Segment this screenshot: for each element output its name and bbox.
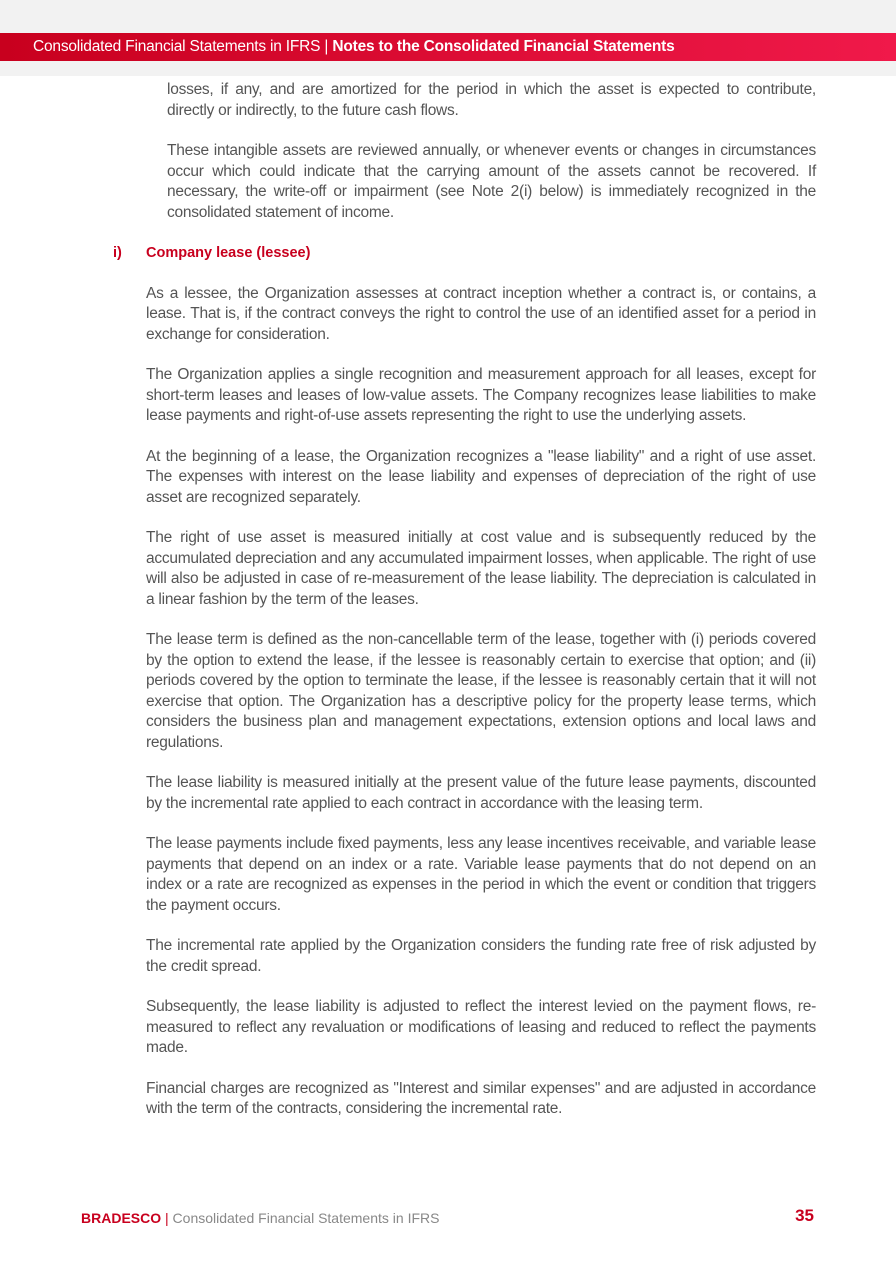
paragraph: At the beginning of a lease, the Organization recognizes a "lease liability" and a right of use asset. The expenses with interest on the lease liability and expenses of depreciation of the right of use asset are recognized separately. xyxy=(146,447,816,506)
page-body xyxy=(0,80,896,1140)
page-number: 35 xyxy=(795,1206,814,1225)
section-number: i) xyxy=(113,245,122,261)
header-section: Consolidated Financial Statements in IFRS xyxy=(33,38,321,55)
paragraph: Financial charges are recognized as "Interest and similar expenses" and are adjusted in accordance with the term of the contracts, considering the incremental rate. xyxy=(146,1079,816,1117)
section-heading xyxy=(113,243,896,264)
header-separator: | xyxy=(320,38,333,55)
paragraph: The lease liability is measured initially at the present value of the future lease payments, discounted by the incremental rate applied to each contract in accordance with the leasing term. xyxy=(146,774,816,812)
paragraph: These intangible assets are reviewed annually, or whenever events or changes in circumstances occur which could indicate that the carrying amount of the assets cannot be recovered. If necessary, the write-off or impairment (see Note 2(i) below) is immediately recognized in the consolidated statement of income. xyxy=(167,142,816,221)
paragraph: The right of use asset is measured initially at cost value and is subsequently reduced by the accumulated depreciation and any accumulated impairment losses, when applicable. The right of use will also be adjusted in case of re-measurement of the lease liability. The depreciation is calculated in a linear fashion by the term of the leases. xyxy=(146,529,816,608)
paragraph: The Organization applies a single recognition and measurement approach for all leases, except for short-term leases and leases of low-value assets. The Company recognizes lease liabilities to make lease payments and right-of-use assets representing the right to use the underlying assets. xyxy=(146,366,816,424)
running-header xyxy=(0,33,896,61)
paragraph: The lease payments include fixed payments, less any lease incentives receivable, and variable lease payments that depend on an index or a rate. Variable lease payments that do not depend on an index or a rate are recognized as expenses in the period in which the event or condition that triggers the payment occurs. xyxy=(146,835,816,914)
section-title: Company lease (lessee) xyxy=(146,245,311,261)
paragraph: Subsequently, the lease liability is adjusted to reflect the interest levied on the payment flows, re-measured to reflect any revaluation or modifications of leasing and reduced to reflect the payments made. xyxy=(146,998,816,1056)
footer-title: Consolidated Financial Statements in IFRS xyxy=(172,1210,440,1226)
paragraph: As a lessee, the Organization assesses at contract inception whether a contract is, or contains, a lease. That is, if the contract conveys the right to control the use of an identified asset for a period in exchange for consideration. xyxy=(146,284,816,343)
footer-separator: | xyxy=(161,1210,173,1226)
header-subsection: Notes to the Consolidated Financial Statements xyxy=(332,38,675,55)
page-footer xyxy=(81,1208,816,1228)
paragraph: The incremental rate applied by the Organization considers the funding rate free of risk adjusted by the credit spread. xyxy=(146,937,816,975)
paragraph: The lease term is defined as the non-cancellable term of the lease, together with (i) periods covered by the option to extend the lease, if the lessee is reasonably certain to exercise that option; and (ii) periods covered by the option to terminate the lease, if the lessee is reasonably certain that it will not exercise that option. The Organization has a descriptive policy for the property lease terms, which considers the business plan and management expectations, extension options and local laws and regulations. xyxy=(146,631,816,751)
footer-brand: BRADESCO xyxy=(81,1210,162,1226)
paragraph: losses, if any, and are amortized for the period in which the asset is expected to contribute, directly or indirectly, to the future cash flows. xyxy=(167,81,816,119)
